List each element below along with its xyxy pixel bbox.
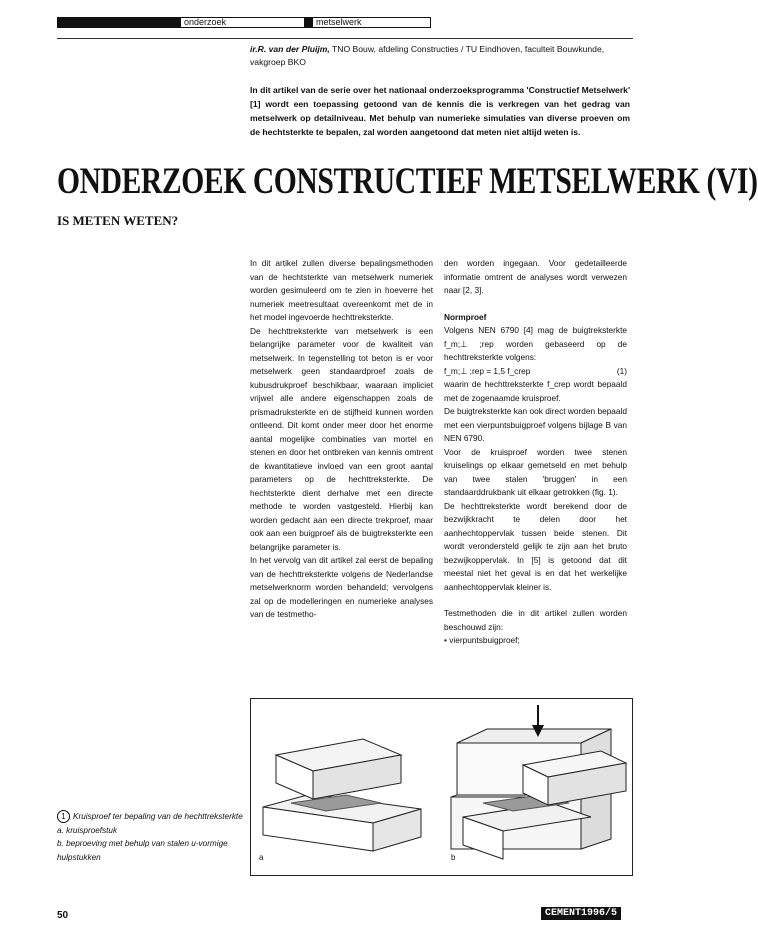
figure-1 (250, 698, 633, 876)
body-column-1 (250, 257, 433, 622)
category-label-metselwerk: metselwerk (316, 17, 362, 27)
body-paragraph: Voor de kruisproef worden twee stenen kruiselings op elkaar gemetseld en met behulp van twee stalen 'bruggen' in een standaarddrukbank uit elkaar getrokken (fig. 1). (444, 446, 627, 497)
cross-test-illustration (251, 699, 632, 875)
author-affiliation: TNO Bouw, afdeling Constructies / TU Eindhoven, faculteit Bouwkunde, vakgroep BKO (250, 44, 605, 67)
body-paragraph: De hechttreksterkte wordt berekend door de bezwijkkracht te delen door het aanhechtoppervlak tussen beide stenen. Dit wordt verondersteld gelijk te zijn aan het bruto bezwijkoppervlak. In [5] is getoond dat dit meestal niet het geval is en dat het werkelijke aanhechtoppervlak kleiner is. (444, 500, 627, 592)
header-rule (57, 38, 633, 39)
figure-label-a: a (259, 853, 264, 862)
body-paragraph: In het vervolg van dit artikel zal eerst de bepaling van de hechttreksterkte volgens de Nederlandse metselwerknorm worden behandeld; vervolgens zal op de modelleringen en numerieke analyses van de testmetho- (250, 555, 433, 619)
article-subtitle: IS METEN WETEN? (57, 213, 179, 228)
equation-number: (1) (616, 365, 627, 376)
caption-line: Kruisproef ter bepaling van de hechttreksterkte (73, 812, 243, 821)
body-paragraph: Volgens NEN 6790 [4] mag de buigtreksterkte f_m;⊥ ;rep worden gebaseerd op de hechttreksterkte volgens: (444, 325, 627, 362)
body-paragraph: den worden ingegaan. Voor gedetailleerde informatie omtrent de analyses wordt verwezen naar [2, 3]. (444, 258, 627, 295)
author-name: ir.R. van der Pluijm, (250, 44, 330, 54)
journal-badge: CEMENT1996/5 (541, 907, 621, 920)
category-label-onderzoek: onderzoek (184, 17, 227, 27)
byline (250, 43, 630, 69)
caption-line: a. kruisproefstuk (57, 825, 118, 835)
intro-paragraph: In dit artikel van de serie over het nationaal onderzoeksprogramma 'Constructief Metselwerk' [1] wordt een toepassing getoond van de kennis die is verkregen van het gedrag van metselwerk op detailniveau. Met behulp van numerieke simulaties van diverse proeven om de hechtsterkte te bepalen, zal worden aangetoond dat meten niet altijd weten is. (250, 85, 630, 137)
list-item: • vierpuntsbuigproef; (444, 635, 520, 645)
page-number: 50 (57, 910, 69, 921)
body-paragraph: De buigtreksterkte kan ook direct worden bepaald met een vierpuntsbuigproef volgens bijlage B van NEN 6790. (444, 406, 627, 443)
figure-caption (57, 810, 247, 864)
caption-number: 1 (57, 810, 70, 823)
equation-text: f_m;⊥ ;rep = 1,5 f_crep (444, 365, 531, 376)
figure-label-b: b (451, 853, 456, 862)
body-paragraph: Testmethoden die in dit artikel zullen worden beschouwd zijn: (444, 608, 627, 632)
caption-line: b. beproeving met behulp van stalen u-vormige hulpstukken (57, 839, 228, 862)
category-bar (57, 17, 431, 28)
body-column-2 (444, 257, 627, 648)
section-heading-normproef: Normproef (444, 311, 487, 322)
body-paragraph: In dit artikel zullen diverse bepalingsmethoden van de hechtsterkte van metselwerk numeriek worden gesimuleerd om te zien in hoeverre het numeriek meetresultaat overeenkomt met de in het model ingevoerde hechttreksterkte. (250, 258, 433, 322)
equation-1 (444, 365, 627, 379)
body-paragraph: De hechttreksterkte van metselwerk is een belangrijke parameter voor de kwaliteit van metselwerk. In tegenstelling tot beton is er voor metselwerk geen standaardproef zoals de kubusdrukproef beschikbaar, waaraan impliciet vrijwel alle andere eigenschappen zoals de prismadruksterkte en de stijfheid kunnen worden ontleend. Dit komt onder meer door het enorme aantal mogelijke combinaties van mortel en stenen en door het ontbreken van kennis omtrent de kwantitatieve invloed van een groot aantal parameters op de hechttreksterkte. De hechtsterkte dient derhalve met een directe methode te worden vastgesteld. Hierbij kan worden gedacht aan een directe trekproef, maar ook aan een buigproef als de buigtreksterkte een belangrijke parameter is. (250, 325, 433, 552)
article-title: ONDERZOEK CONSTRUCTIEF METSELWERK (VI) (57, 161, 758, 202)
body-paragraph: waarin de hechttreksterkte f_crep wordt bepaald met de zogenaamde kruisproef. (444, 379, 627, 403)
category-block-2 (304, 17, 313, 28)
category-block-1 (58, 17, 181, 28)
